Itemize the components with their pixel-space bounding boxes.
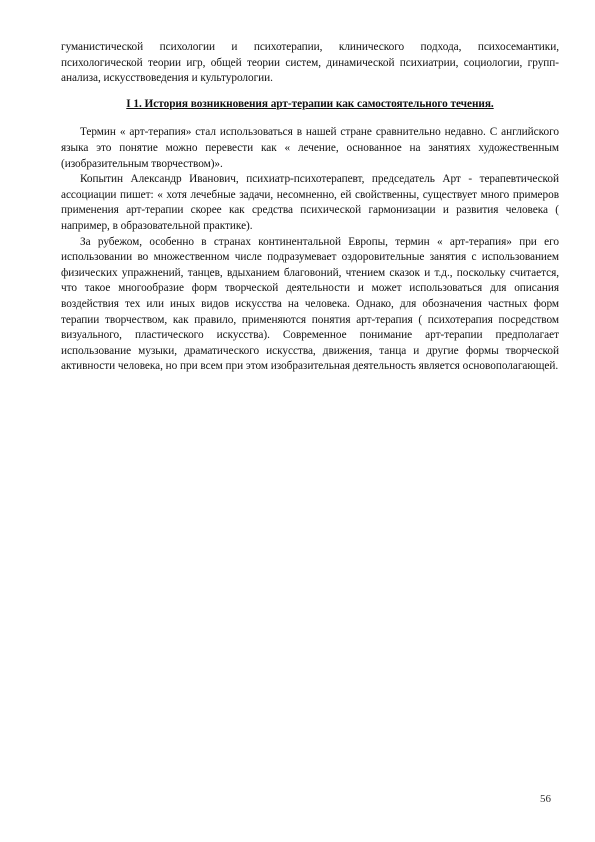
body-text [61,40,559,375]
section-heading: I 1. История возникновения арт-терапии как самостоятельного течения. [126,97,494,110]
paragraph-term-definition: Термин « арт-терапия» стал использоваться в нашей стране сравнительно недавно. С английского языка это понятие можно перевести как « лечение, основанное на занятиях художественным (изобразительным творчеством)». [61,126,559,170]
paragraph-kopytin-quote: Копытин Александр Иванович, психиатр-психотерапевт, председатель Арт - терапевтической ассоциации пишет: « хотя лечебные задачи, несомненно, ей свойственны, существует много примеров применения арт-терапии скорее как средства психической гармонизации и развития человека ( например, в образовательной практике). [61,173,559,232]
paragraph-continuation: гуманистической психологии и психотерапии, клинического подхода, психосемантики, психологической теории игр, общей теории систем, динамической психиатрии, социологии, групп-анализа, искусствоведения и культурологии. [61,41,559,85]
page-number: 56 [540,793,551,805]
paragraph-europe-usage: За рубежом, особенно в странах континентальной Европы, термин « арт-терапия» при его использовании во множественном числе подразумевает оздоровительные занятия с использованием физических упражнений, танцев, вдыханием благовоний, чтением сказок и т.д., поскольку считается, что такое многообразие форм творческой деятельности и может использоваться для описания воздействия тех или иных видов искусства на человека. Однако, для обозначения частных форм терапии творчеством, как правило, применяются понятия арт-терапия ( психотерапия посредством визуального, пластического искусства). Современное понимание арт-терапии предполагает использование музыки, драматического искусства, движения, танца и другие формы творческой активности человека, но при всем при этом изобразительная деятельность является основополагающей. [61,235,559,373]
